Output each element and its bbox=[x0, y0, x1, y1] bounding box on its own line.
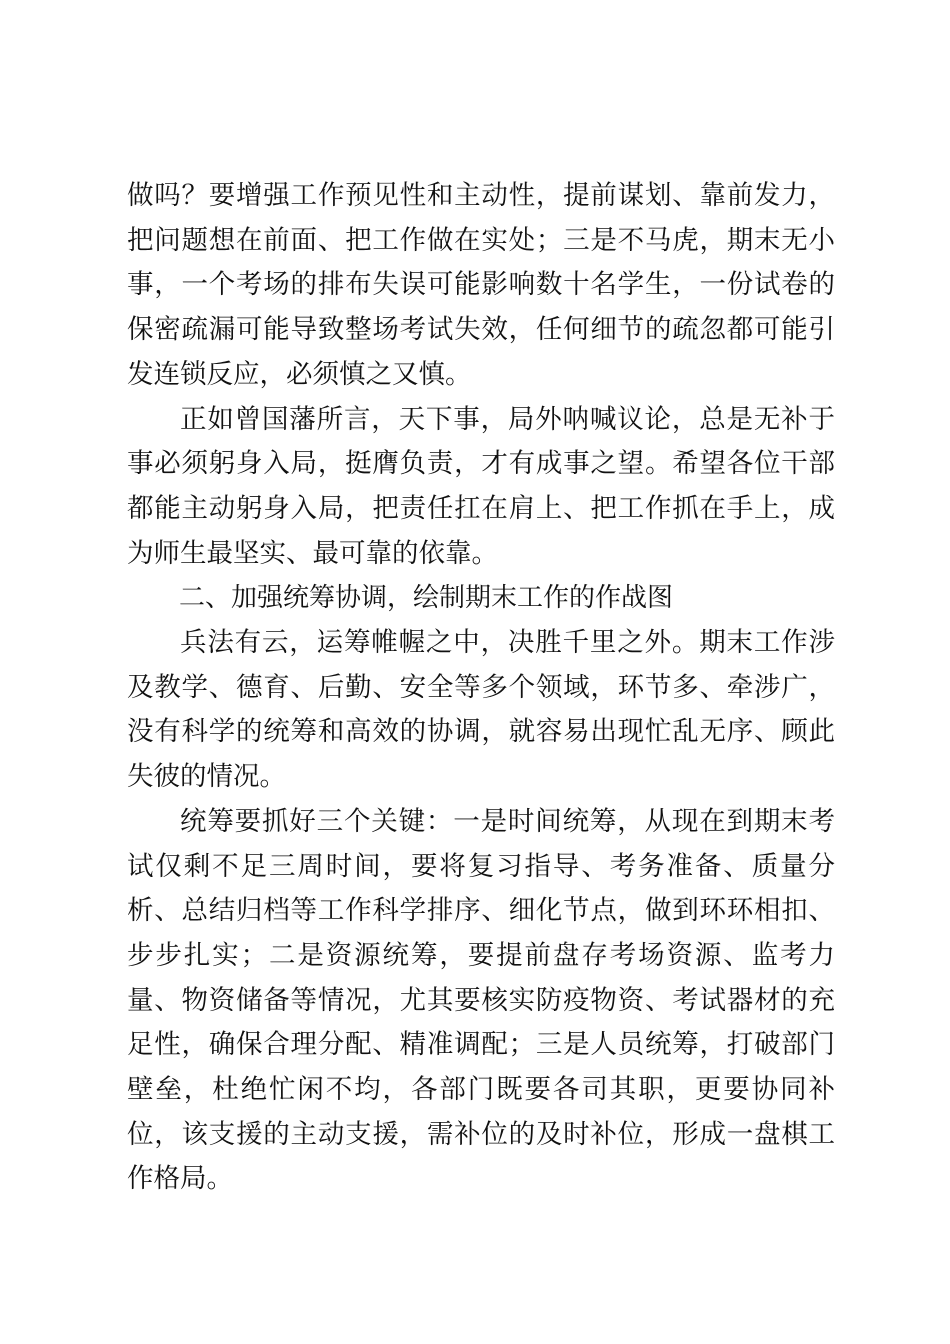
paragraph-military-strategy: 兵法有云，运筹帷幄之中，决胜千里之外。期末工作涉及教学、德育、后勤、安全等多个领域，环节多、牵涉广，没有科学的统筹和高效的协调，就容易出现忙乱无序、顾此失彼的情况。 bbox=[127, 627, 835, 793]
document-body bbox=[127, 174, 835, 1202]
paragraph-zeng-guofan-quote: 正如曾国藩所言，天下事，局外呐喊议论，总是无补于事必须躬身入局，挺膺负责，才有成事之望。希望各位干部都能主动躬身入局，把责任扛在肩上、把工作抓在手上，成为师生最坚实、最可靠的依靠。 bbox=[127, 403, 835, 569]
section-heading: 二、加强统筹协调，绘制期末工作的作战图 bbox=[179, 583, 674, 614]
paragraph-continuation: 做吗？要增强工作预见性和主动性，提前谋划、靠前发力，把问题想在前面、把工作做在实处；三是不马虎，期末无小事，一个考场的排布失误可能影响数十名学生，一份试卷的保密疏漏可能导致整场考试失效，任何细节的疏忽都可能引发连锁反应，必须慎之又慎。 bbox=[127, 180, 835, 390]
paragraph-coordination-keys: 统筹要抓好三个关键：一是时间统筹，从现在到期末考试仅剩不足三周时间，要将复习指导、考务准备、质量分析、总结归档等工作科学排序、细化节点，做到环环相扣、步步扎实；二是资源统筹，要提前盘存考场资源、监考力量、物资储备等情况，尤其要核实防疫物资、考试器材的充足性，确保合理分配、精准调配；三是人员统筹，打破部门壁垒，杜绝忙闲不均，各部门既要各司其职，更要协同补位，该支援的主动支援，需补位的及时补位，形成一盘棋工作格局。 bbox=[127, 805, 835, 1195]
